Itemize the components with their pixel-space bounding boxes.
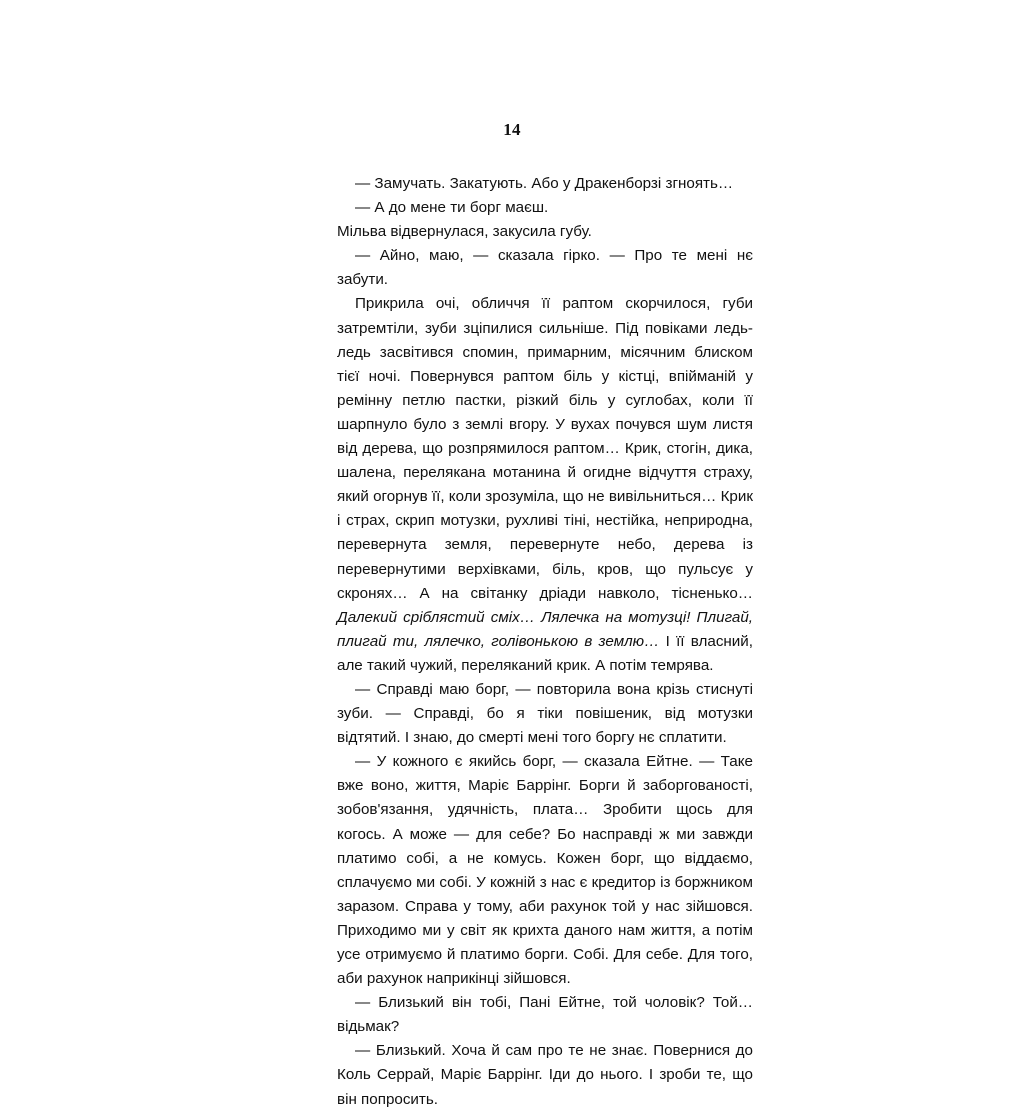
paragraph-flashback	[337, 292, 753, 678]
paragraph-dialogue: — А до мене ти борг маєш.	[355, 199, 549, 217]
page-number: 14	[503, 120, 521, 139]
paragraph-dialogue: — Близький. Хоча й сам про те не знає. Повернися до Коль Серрай, Маріє Баррінг. Іди до нього. І зроби те, що він попросить.	[337, 1042, 753, 1108]
paragraph-dialogue: — Справді маю борг, — повторила вона крізь стиснуті зуби. — Справді, бо я тіки повішеник, від мотузки відтятий. І знаю, до смерті мені того боргу нє сплатити.	[337, 680, 753, 747]
flashback-text-after: І її власний, але такий чужий, переляканий крик. А потім темрява.	[337, 632, 753, 674]
paragraph-dialogue: — Замучать. Закатують. Або у Дракенборзі згноять…	[355, 175, 734, 192]
flashback-text-italic: Далекий сріблястий сміх… Лялечка на мотузці! Плигай, плигай ти, лялечко, голівонькою в землю…	[337, 608, 753, 650]
body-text	[337, 172, 753, 1112]
flashback-text-before: Прикрила очі, обличчя її раптом скорчилося, губи затремтіли, зуби зціпилися сильніше. Під повіками ледь-ледь засвітився спомин, примарним, місячним блиском тієї ночі. Повернувся раптом біль у кістці, впійманій у ремінну петлю пастки, різкий біль у суглобах, коли її шарпнуло було з землі вгору. У вухах почувся шум листя від дерева, що розпрямилося раптом… Крик, стогін, дика, шалена, перелякана мотанина й огидне відчуття страху, який огорнув її, коли зрозуміла, що не вивільниться… Крик і страх, скрип мотузки, рухливі тіні, нестійка, неприродна, перевернута земля, перевернуте небо, дерева із перевернутими верхівками, біль, кров, що пульсує у скронях… А на світанку дріади навколо, тісненько…	[337, 295, 753, 602]
paragraph-dialogue: — У кожного є якийсь борг, — сказала Ейтне. — Таке вже воно, життя, Маріє Баррінг. Борги й заборгованості, зобов'язання, удячність, плата… Зробити щось для когось. А може — для себе? Бо насправді ж ми завжди платимо собі, а не комусь. Кожен борг, що віддаємо, сплачуємо ми собі. У кожній з нас є кредитор із боржником заразом. Справа у тому, аби рахунок той у нас зійшовся. Приходимо ми у світ як крихта даного нам життя, а потім усе отримуємо й платимо борги. Собі. Для себе. Для того, аби рахунок наприкінці зійшовся.	[337, 753, 753, 988]
paragraph-narrative: Мільва відвернулася, закусила губу.	[337, 223, 592, 241]
paragraph-dialogue: — Айно, маю, — сказала гірко. — Про те мені нє забути.	[337, 247, 753, 289]
paragraph-dialogue: — Близький він тобі, Пані Ейтне, той чоловік? Той… відьмак?	[337, 994, 753, 1036]
